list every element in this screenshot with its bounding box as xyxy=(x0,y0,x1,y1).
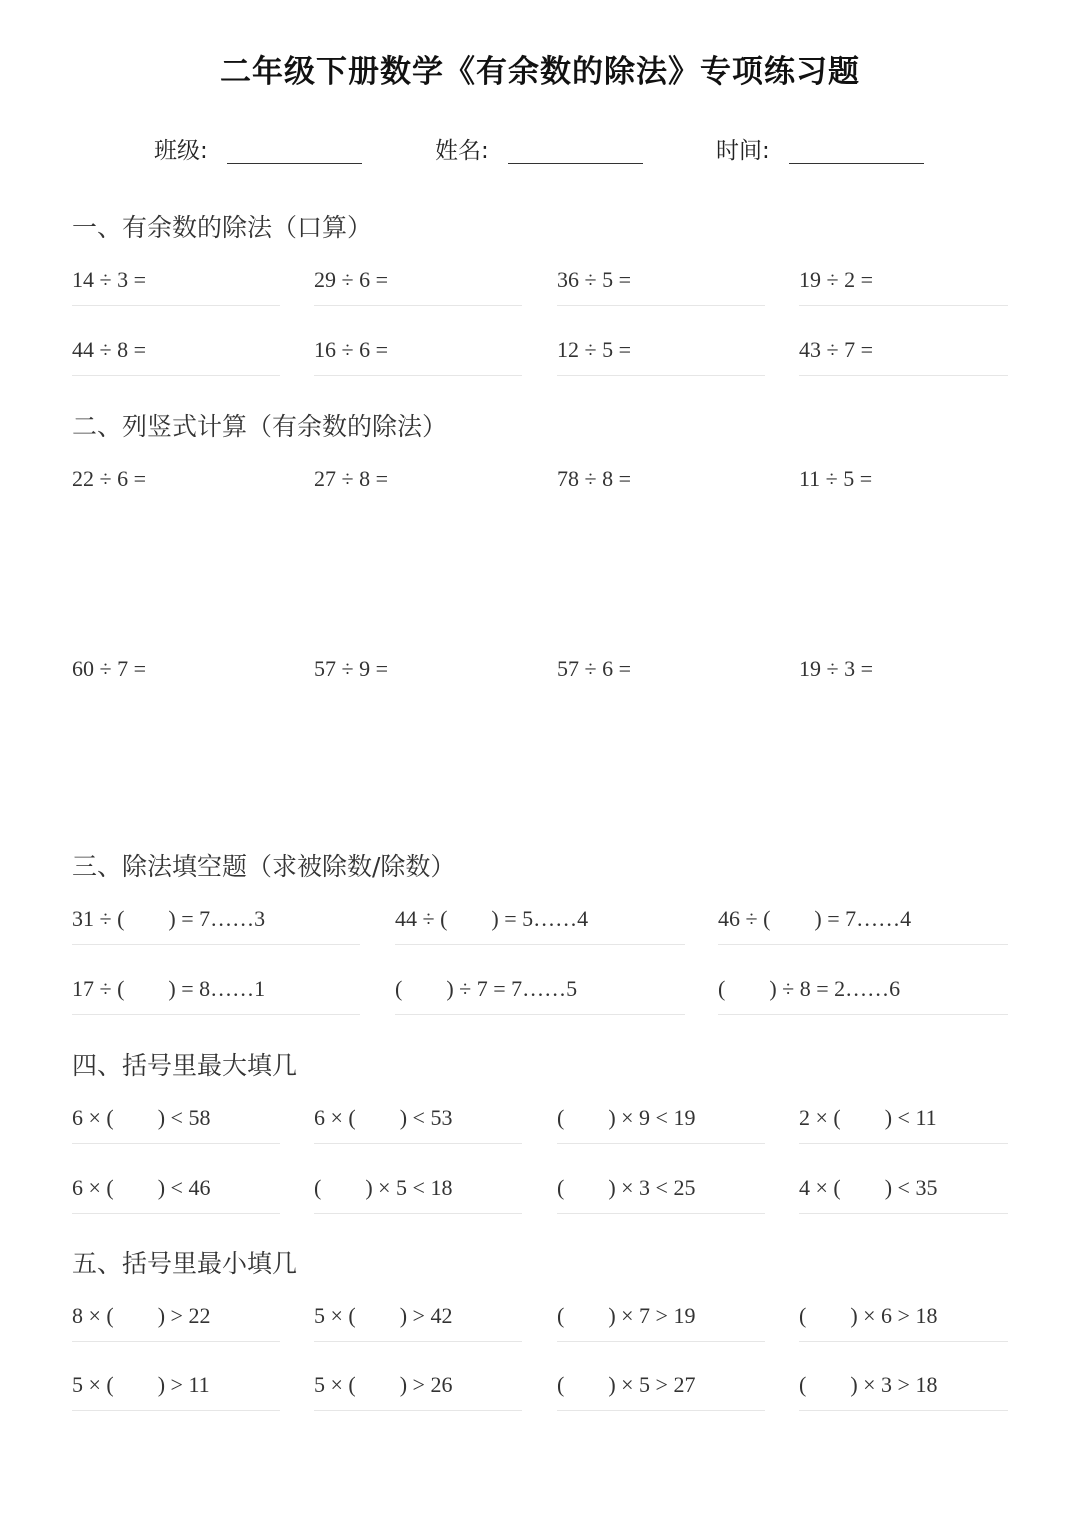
problem-expression: 5 × ( ) > 26 xyxy=(314,1372,453,1397)
problem xyxy=(718,976,1008,1016)
problem-expression: 19 ÷ 2 = xyxy=(799,267,873,292)
problem-expression: 2 × ( ) < 11 xyxy=(799,1105,937,1130)
problem xyxy=(799,1303,1008,1343)
problem xyxy=(799,1105,1008,1145)
section-4-heading: 四、括号里最大填几 xyxy=(72,1051,298,1080)
answer-line[interactable] xyxy=(72,1143,280,1144)
problem-expression: 17 ÷ ( ) = 8……1 xyxy=(72,976,266,1001)
problem xyxy=(718,906,1008,946)
problem-expression: 60 ÷ 7 = xyxy=(72,656,146,681)
answer-line[interactable] xyxy=(72,375,280,376)
answer-line[interactable] xyxy=(799,305,1008,306)
section-5-row-1 xyxy=(72,1303,1008,1343)
problem xyxy=(557,656,765,696)
problem-expression: 19 ÷ 3 = xyxy=(799,656,873,681)
class-blank[interactable] xyxy=(227,163,362,164)
problem-expression: 43 ÷ 7 = xyxy=(799,337,873,362)
answer-line[interactable] xyxy=(799,375,1008,376)
problem-expression: 36 ÷ 5 = xyxy=(557,267,631,292)
problem xyxy=(314,656,522,696)
problem xyxy=(314,466,522,506)
problem-expression: ( ) ÷ 8 = 2……6 xyxy=(718,976,901,1001)
answer-line[interactable] xyxy=(718,1014,1008,1015)
name-blank[interactable] xyxy=(508,163,643,164)
section-5-heading: 五、括号里最小填几 xyxy=(72,1249,298,1278)
problem xyxy=(72,656,280,696)
answer-line[interactable] xyxy=(314,305,522,306)
answer-line[interactable] xyxy=(557,305,765,306)
answer-line[interactable] xyxy=(314,1341,522,1342)
answer-line[interactable] xyxy=(557,375,765,376)
problem xyxy=(395,906,685,946)
problem xyxy=(314,337,522,377)
section-5-row-2 xyxy=(72,1372,1008,1412)
page-title: 二年级下册数学《有余数的除法》专项练习题 xyxy=(220,54,860,90)
problem-expression: 6 × ( ) < 46 xyxy=(72,1175,211,1200)
section-4-row-2 xyxy=(72,1175,1008,1215)
problem xyxy=(557,337,765,377)
answer-line[interactable] xyxy=(718,944,1008,945)
problem-expression: 14 ÷ 3 = xyxy=(72,267,146,292)
answer-line[interactable] xyxy=(314,375,522,376)
problem xyxy=(72,1303,280,1343)
section-2-row-1 xyxy=(72,466,1008,506)
problem xyxy=(557,1303,765,1343)
problem-expression: 27 ÷ 8 = xyxy=(314,466,388,491)
problem-expression: ( ) ÷ 7 = 7……5 xyxy=(395,976,578,1001)
problem-expression: ( ) × 3 < 25 xyxy=(557,1175,696,1200)
answer-line[interactable] xyxy=(72,1014,360,1015)
answer-line[interactable] xyxy=(314,1213,522,1214)
problem-expression: ( ) × 5 > 27 xyxy=(557,1372,696,1397)
problem xyxy=(557,1175,765,1215)
problem-expression: 29 ÷ 6 = xyxy=(314,267,388,292)
problem-expression: 44 ÷ ( ) = 5……4 xyxy=(395,906,589,931)
problem-expression: 31 ÷ ( ) = 7……3 xyxy=(72,906,266,931)
section-3-heading: 三、除法填空题（求被除数/除数） xyxy=(72,852,456,881)
section-1-row-2 xyxy=(72,337,1008,377)
problem xyxy=(72,1175,280,1215)
problem xyxy=(72,1372,280,1412)
section-4-row-1 xyxy=(72,1105,1008,1145)
problem xyxy=(557,267,765,307)
answer-line[interactable] xyxy=(395,1014,685,1015)
answer-line[interactable] xyxy=(799,1213,1008,1214)
problem-expression: 11 ÷ 5 = xyxy=(799,466,873,491)
problem xyxy=(799,1372,1008,1412)
section-1-row-1 xyxy=(72,267,1008,307)
problem xyxy=(557,1105,765,1145)
section-2-row-2 xyxy=(72,656,1008,696)
problem xyxy=(799,466,1008,506)
problem xyxy=(72,976,360,1016)
problem-expression: ( ) × 7 > 19 xyxy=(557,1303,696,1328)
problem xyxy=(72,1105,280,1145)
answer-line[interactable] xyxy=(557,1143,765,1144)
problem-expression: 44 ÷ 8 = xyxy=(72,337,146,362)
class-label: 班级: xyxy=(154,138,208,164)
problem xyxy=(72,337,280,377)
problem xyxy=(72,906,360,946)
problem xyxy=(72,267,280,307)
problem-expression: 5 × ( ) > 42 xyxy=(314,1303,453,1328)
answer-line[interactable] xyxy=(557,1341,765,1342)
section-3-row-1 xyxy=(72,906,1008,946)
problem-expression: 5 × ( ) > 11 xyxy=(72,1372,210,1397)
answer-line[interactable] xyxy=(72,1213,280,1214)
section-1-heading: 一、有余数的除法（口算） xyxy=(72,213,373,242)
answer-line[interactable] xyxy=(72,1410,280,1411)
problem-expression: ( ) × 9 < 19 xyxy=(557,1105,696,1130)
answer-line[interactable] xyxy=(557,1213,765,1214)
problem xyxy=(72,466,280,506)
problem-expression: 16 ÷ 6 = xyxy=(314,337,388,362)
answer-line[interactable] xyxy=(557,1410,765,1411)
problem xyxy=(799,656,1008,696)
problem-expression: ( ) × 3 > 18 xyxy=(799,1372,938,1397)
answer-line[interactable] xyxy=(395,944,685,945)
problem-expression: 46 ÷ ( ) = 7……4 xyxy=(718,906,912,931)
time-label: 时间: xyxy=(716,138,770,164)
time-blank[interactable] xyxy=(789,163,924,164)
problem xyxy=(799,337,1008,377)
problem-expression: 57 ÷ 6 = xyxy=(557,656,631,681)
answer-line[interactable] xyxy=(72,944,360,945)
problem-expression: 22 ÷ 6 = xyxy=(72,466,146,491)
problem xyxy=(314,267,522,307)
problem-expression: ( ) × 5 < 18 xyxy=(314,1175,453,1200)
answer-line[interactable] xyxy=(799,1410,1008,1411)
answer-line[interactable] xyxy=(799,1143,1008,1144)
problem-expression: 78 ÷ 8 = xyxy=(557,466,631,491)
problem-expression: 57 ÷ 9 = xyxy=(314,656,388,681)
problem xyxy=(395,976,685,1016)
problem xyxy=(314,1303,522,1343)
problem-expression: 6 × ( ) < 53 xyxy=(314,1105,453,1130)
problem-expression: 8 × ( ) > 22 xyxy=(72,1303,211,1328)
problem-expression: 12 ÷ 5 = xyxy=(557,337,631,362)
problem-expression: ( ) × 6 > 18 xyxy=(799,1303,938,1328)
answer-line[interactable] xyxy=(72,305,280,306)
answer-line[interactable] xyxy=(314,1143,522,1144)
problem xyxy=(799,1175,1008,1215)
problem xyxy=(557,466,765,506)
problem-expression: 6 × ( ) < 58 xyxy=(72,1105,211,1130)
problem xyxy=(799,267,1008,307)
problem xyxy=(557,1372,765,1412)
answer-line[interactable] xyxy=(314,1410,522,1411)
name-label: 姓名: xyxy=(435,138,489,164)
problem xyxy=(314,1175,522,1215)
section-2-heading: 二、列竖式计算（有余数的除法） xyxy=(72,412,448,441)
problem-expression: 4 × ( ) < 35 xyxy=(799,1175,938,1200)
answer-line[interactable] xyxy=(799,1341,1008,1342)
problem xyxy=(314,1105,522,1145)
answer-line[interactable] xyxy=(72,1341,280,1342)
section-3-row-2 xyxy=(72,976,1008,1016)
problem xyxy=(314,1372,522,1412)
